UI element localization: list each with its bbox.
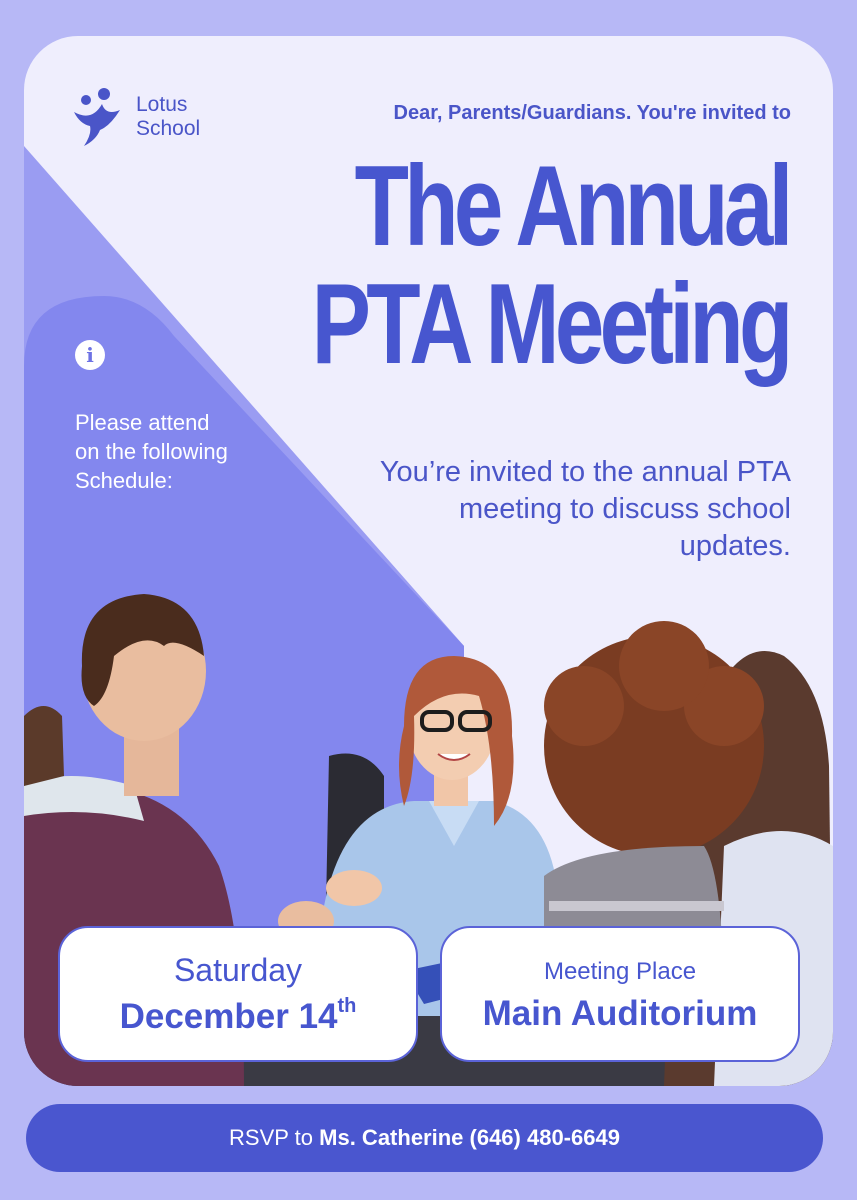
logo-text-line1: Lotus <box>136 93 188 116</box>
info-icon: i <box>75 340 105 370</box>
event-date-suffix: th <box>337 995 357 1017</box>
title-line1: The Annual <box>354 143 789 270</box>
event-title <box>311 143 789 388</box>
schedule-note: Please attend on the following Schedule: <box>75 410 228 493</box>
school-logo <box>70 86 200 148</box>
rsvp-prefix: RSVP to <box>229 1125 314 1150</box>
date-box <box>58 926 418 1062</box>
lotus-person-icon <box>70 86 122 148</box>
place-value: Main Auditorium <box>482 994 758 1033</box>
place-label: Meeting Place <box>543 958 697 985</box>
event-day: Saturday <box>173 952 303 988</box>
event-date-text: December 14 <box>119 997 338 1036</box>
invite-line: Dear, Parents/Guardians. You're invited to <box>393 102 791 124</box>
event-description: You’re invited to the annual PTA meeting to discuss school updates. <box>379 456 791 562</box>
logo-text-line2: School <box>136 117 201 140</box>
event-date <box>60 995 416 1037</box>
title-line2: PTA Meeting <box>311 261 789 388</box>
rsvp-banner <box>26 1104 823 1172</box>
place-box <box>440 926 800 1062</box>
invitation-card <box>24 36 833 1086</box>
rsvp-contact: Ms. Catherine (646) 480-6649 <box>319 1125 620 1150</box>
